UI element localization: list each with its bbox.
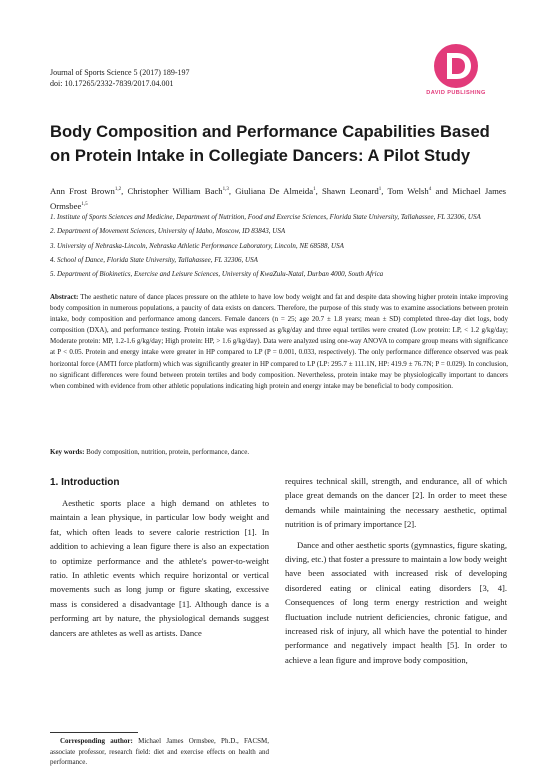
author-list [50, 183, 506, 213]
author-affil-ref: 1,2 [114, 187, 122, 192]
abstract-text: The aesthetic nature of dance places pressure on the athlete to have low body weight and fat and despite data showing higher protein intake improving body composition in numerous populations, a paucity of data exists on dancers. Therefore, the purpose of this study was to examine associations between protein intake, body composition and performance among dancers. Female dancers (n = 25; age 20.7 ± 1.8 years; mean ± SD) completed three-day diet logs, body composition (DXA), and performance testing. Protein intake was expressed as g/kg/day and three equal tertiles were created (Low protein: LP, < 1.2 g/kg/day; Moderate protein: MP, 1.2-1.6 g/kg/day; High protein: HP, > 1.6 g/kg/day). Data were analyzed using one-way ANOVA to compare group means with significance at P < 0.05. Protein and energy intake were greater in HP compared to LP (P = 0.001, 0.033, respectively). The only performance difference observed was peak horizontal force (AMTI force platform) which was significantly greater in HP compared to LP (LP: 295.7 ± 111.1N, HP: 419.9 ± 76.7N; P = 0.029). In conclusion, no significant differences were found between protein tertiles and body composition. Nevertheless, protein intake may be physiologically important to dancers when combined with evidence from other athletic populations indicating high protein and energy intake may be beneficial to body composition. [50, 293, 509, 390]
intro-paragraph: Aesthetic sports place a high demand on athletes to maintain a lean physique, in particular low body weight and fat, which often leads to severe calorie restriction [1]. In addition to achieving a lean figure there is also an expectation to optimize performance and the athlete's power-to-weight ratio. In athletic events which require horizontal or vertical movements such as long jump or figure skating, excessive mass is considered a disadvantage [1]. Although dance is a performing art by nature, the physiological demands suggest dancers are athletes as well as artists. Dance [50, 498, 269, 638]
author-affil-ref: 4 [428, 187, 432, 192]
abstract-label: Abstract: [50, 293, 79, 301]
title-line-2: on Protein Intake in Collegiate Dancers: A Pilot Study [50, 146, 471, 165]
author-name: Ann Frost Brown [50, 185, 115, 196]
author-affil-ref: 1 [313, 187, 316, 192]
author-name: Michael James Ormsbee [50, 185, 507, 211]
affiliation-item: 2. Department of Movement Sciences, University of Idaho, Moscow, ID 83843, USA [50, 227, 286, 236]
abstract [50, 292, 508, 392]
journal-doi: doi: 10.17265/2332-7839/2017.04.001 [50, 79, 174, 88]
journal-info [50, 67, 190, 89]
intro-paragraph: Dance and other aesthetic sports (gymnastics, figure skating, diving, etc.) that foster a pressure to maintain a low body weight have been associated with increased risk of developing disordered eating or clinical eating disorders [3, 4]. Consequences of long term energy restriction and weight fluctuation include nutrient deficiencies, chronic fatigue, and increased risk of injury, all which have the potential to hinder performance and negatively impact health [5]. In order to achieve a lean figure and improve body composition, [285, 539, 507, 665]
author-separator: , [315, 185, 322, 196]
author-separator: and [431, 185, 453, 196]
publisher-logo [406, 41, 506, 101]
corresponding-author-footnote [50, 736, 269, 768]
author-affil-ref: 1,5 [81, 201, 88, 207]
footnote-label: Corresponding author: [60, 737, 133, 745]
author-separator: , [121, 185, 128, 196]
author-affil-ref: 1 [378, 187, 382, 192]
affiliation-list [50, 210, 506, 281]
affiliation-item: 1. Institute of Sports Sciences and Medicine, Department of Nutrition, Food and Exercise Sciences, Florida State University, Tallahassee, FL 32306, USA [50, 213, 481, 221]
keywords-label: Key words: [50, 448, 85, 456]
author-name: Tom Welsh [387, 185, 429, 196]
section-heading: 1. Introduction [50, 477, 120, 488]
author-separator: , [381, 185, 388, 196]
author-name: Christopher William Bach [127, 185, 223, 196]
publisher-name: DAVID PUBLISHING [426, 90, 486, 96]
keywords-text: Body composition, nutrition, protein, performance, dance. [86, 448, 250, 456]
author-affil-ref: 1,3 [222, 187, 229, 192]
right-column [285, 474, 507, 667]
journal-citation: Journal of Sports Science 5 (2017) 189-197 [50, 68, 190, 77]
author-name: Shawn Leonard [321, 185, 379, 196]
footnote-text: Michael James Ormsbee, Ph.D., FACSM, associate professor, research field: diet and exercise effects on health and performance. [50, 737, 270, 766]
intro-paragraph-continued: requires technical skill, strength, and endurance, all of which place great demands on the dancer [2]. In order to meet these demands while maintaining the necessary aesthetic, optimal nutrition is of primary importance [2]. [285, 476, 507, 530]
david-publishing-logo-icon [406, 41, 506, 91]
article-title [50, 120, 510, 168]
keywords [50, 447, 508, 458]
affiliation-item: 5. Department of Biokinetics, Exercise and Leisure Sciences, University of KwaZulu-Natal, Durban 4000, South Africa [50, 270, 384, 279]
author-separator: , [228, 185, 236, 196]
title-line-1: Body Composition and Performance Capabilities Based [50, 122, 490, 141]
left-column [50, 475, 269, 640]
affiliation-item: 3. University of Nebraska-Lincoln, Nebraska Athletic Performance Laboratory, Lincoln, NE 68588, USA [50, 241, 344, 250]
author-name: Giuliana De Almeida [235, 185, 314, 196]
footnote-divider [50, 732, 138, 733]
affiliation-item: 4. School of Dance, Florida State University, Tallahassee, FL 32306, USA [50, 255, 258, 264]
